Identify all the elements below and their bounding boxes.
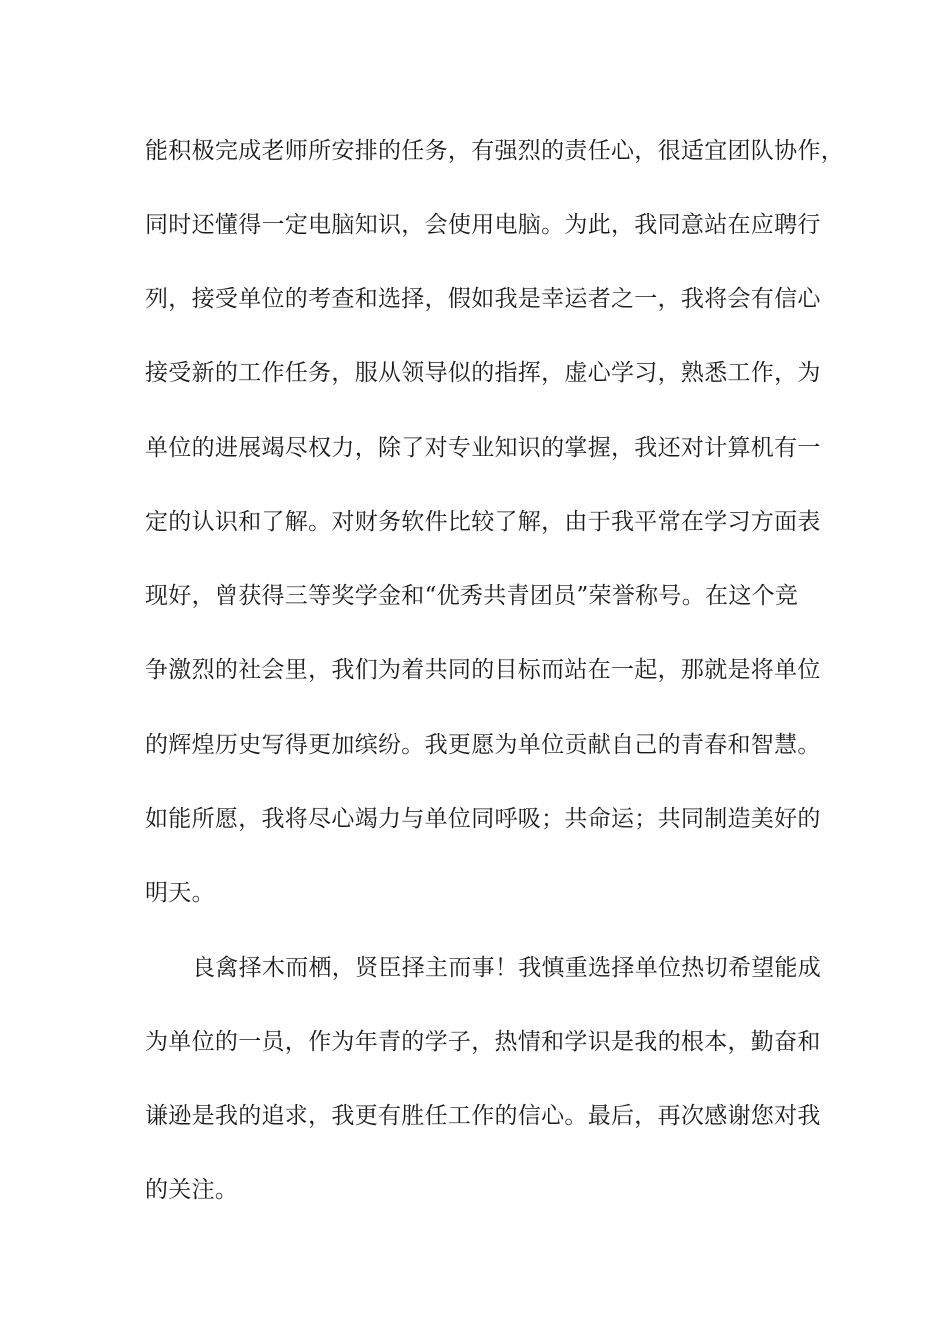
text-line: 现好，曾获得三等奖学金和“优秀共青团员”荣誉称号。在这个竞 bbox=[145, 583, 799, 609]
text-line: 为单位的一员，作为年青的学子，热情和学识是我的根本，勤奋和 bbox=[145, 1029, 821, 1055]
text-line: 的关注。 bbox=[145, 1177, 239, 1203]
text-line: 明天。 bbox=[145, 880, 215, 906]
text-line: 如能所愿，我将尽心竭力与单位同呼吸；共命运；共同制造美好的 bbox=[145, 806, 821, 832]
text-line: 接受新的工作任务，服从领导似的指挥，虚心学习，熟悉工作，为 bbox=[145, 360, 821, 386]
text-line: 单位的进展竭尽权力，除了对专业知识的掌握，我还对计算机有一 bbox=[145, 435, 821, 461]
text-line: 良禽择木而栖，贤臣择主而事！我慎重选择单位热切希望能成 bbox=[192, 955, 822, 981]
text-line: 的辉煌历史写得更加缤纷。我更愿为单位贡献自己的青春和智慧。 bbox=[145, 732, 821, 758]
text-line: 同时还懂得一定电脑知识，会使用电脑。为此，我同意站在应聘行 bbox=[145, 212, 821, 238]
text-line: 列，接受单位的考查和选择，假如我是幸运者之一，我将会有信心 bbox=[145, 286, 821, 312]
text-line: 能积极完成老师所安排的任务，有强烈的责任心，很适宜团队协作， bbox=[145, 138, 844, 164]
text-line: 谦逊是我的追求，我更有胜任工作的信心。最后，再次感谢您对我 bbox=[145, 1103, 821, 1129]
text-line: 定的认识和了解。对财务软件比较了解，由于我平常在学习方面表 bbox=[145, 509, 821, 535]
text-line: 争激烈的社会里，我们为着共同的目标而站在一起，那就是将单位 bbox=[145, 657, 821, 683]
